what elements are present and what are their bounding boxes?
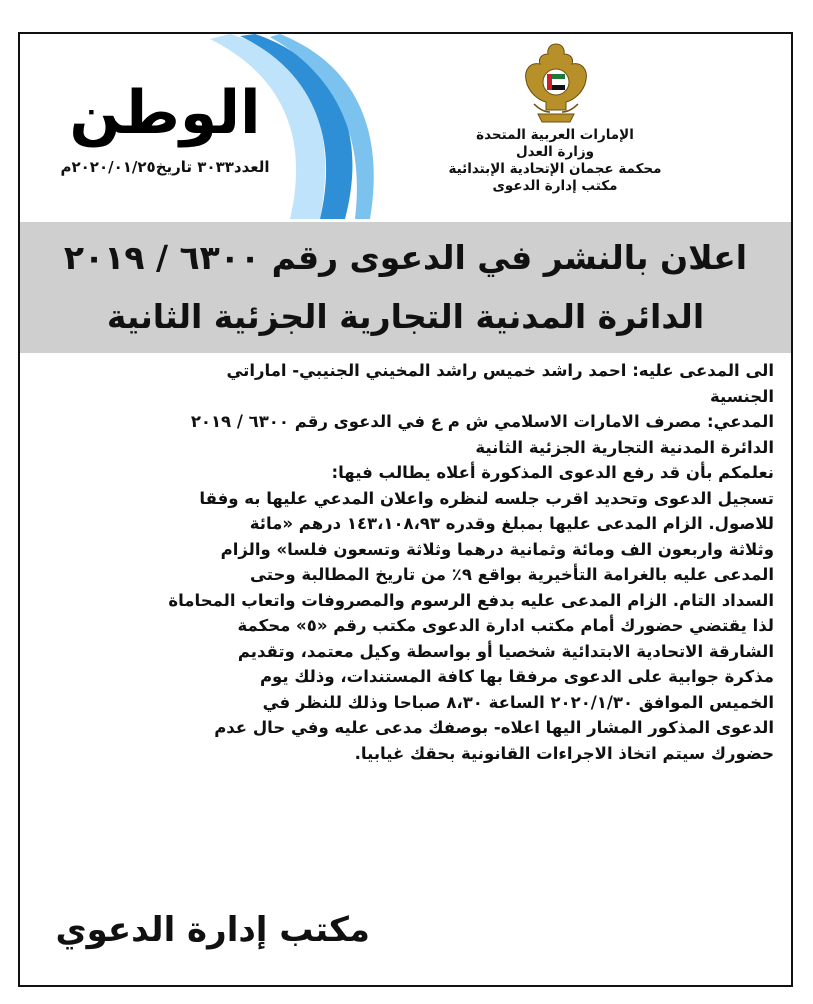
body-line: حضورك سيتم اتخاذ الاجراءات القانونية بحقك غيابيا. bbox=[354, 743, 774, 763]
newspaper-masthead bbox=[40, 78, 290, 176]
body-line: الى المدعى عليه: احمد راشد خميس راشد المخيني الجنيبي- اماراتي bbox=[226, 361, 774, 380]
notice-body bbox=[34, 358, 774, 766]
court-name: محكمة عجمان الإتحادية الإبتدائية bbox=[448, 161, 662, 177]
title-band bbox=[20, 222, 791, 353]
body-line: الخميس الموافق ٢٠٢٠/١/٣٠ الساعة ٨،٣٠ صباحا وذلك للنظر في bbox=[262, 692, 774, 712]
uae-emblem-icon bbox=[520, 40, 592, 130]
body-line: الدعوى المذكور المشار اليها اعلاه- بوصفك مدعى عليه وفي حال عدم bbox=[214, 718, 774, 737]
body-line: مذكرة جوابية على الدعوى مرفقا بها كافة المستندات، وذلك يوم bbox=[259, 667, 774, 686]
body-line: المدعى عليه بالغرامة التأخيرية بواقع ٩٪ من تاريخ المطالبة وحتى bbox=[250, 565, 774, 584]
authority-block bbox=[425, 127, 685, 195]
body-line: وثلاثة واربعون الف ومائة وثمانية درهما وثلاثة وتسعون فلسا» والزام bbox=[220, 539, 774, 559]
body-line: لذا يقتضي حضورك أمام مكتب ادارة الدعوى مكتب رقم «٥» محكمة bbox=[237, 616, 774, 635]
newspaper-name: الوطن bbox=[69, 78, 261, 148]
notice-subtitle: الدائرة المدنية التجارية الجزئية الثانية bbox=[106, 297, 705, 336]
body-line: المدعي: مصرف الامارات الاسلامي ش م ع في الدعوى رقم ٦٣٠٠ / ٢٠١٩ bbox=[190, 412, 774, 431]
body-line: تسجيل الدعوى وتحديد اقرب جلسه لنظره واعلان المدعي عليها به وفقا bbox=[199, 488, 774, 508]
body-line: للاصول. الزام المدعى عليها بمبلغ وقدره ١٤٣،١٠٨،٩٣ درهم «مائة bbox=[249, 514, 774, 533]
office-name: مكتب إدارة الدعوى bbox=[492, 178, 618, 194]
body-line: السداد التام. الزام المدعى عليه بدفع الرسوم والمصروفات واتعاب المحاماة bbox=[168, 590, 774, 610]
body-line: الجنسية bbox=[709, 386, 774, 406]
notice-title: اعلان بالنشر في الدعوى رقم ٦٣٠٠ / ٢٠١٩ bbox=[63, 238, 748, 277]
body-line: الدائرة المدنية التجارية الجزئية الثانية bbox=[475, 437, 774, 457]
ministry-name: وزارة العدل bbox=[515, 144, 595, 160]
body-line: نعلمكم بأن قد رفع الدعوى المذكورة أعلاه يطالب فيها: bbox=[331, 463, 774, 482]
country-name: الإمارات العربية المتحدة bbox=[476, 127, 634, 143]
signature-office: مكتب إدارة الدعوي bbox=[55, 910, 370, 950]
body-line: الشارقة الاتحادية الابتدائية شخصيا أو بواسطة وكيل معتمد، وتقديم bbox=[237, 641, 774, 661]
issue-date-line: العدد٣٠٣٣ تاريخ٢٠٢٠/٠١/٢٥م bbox=[60, 158, 270, 176]
